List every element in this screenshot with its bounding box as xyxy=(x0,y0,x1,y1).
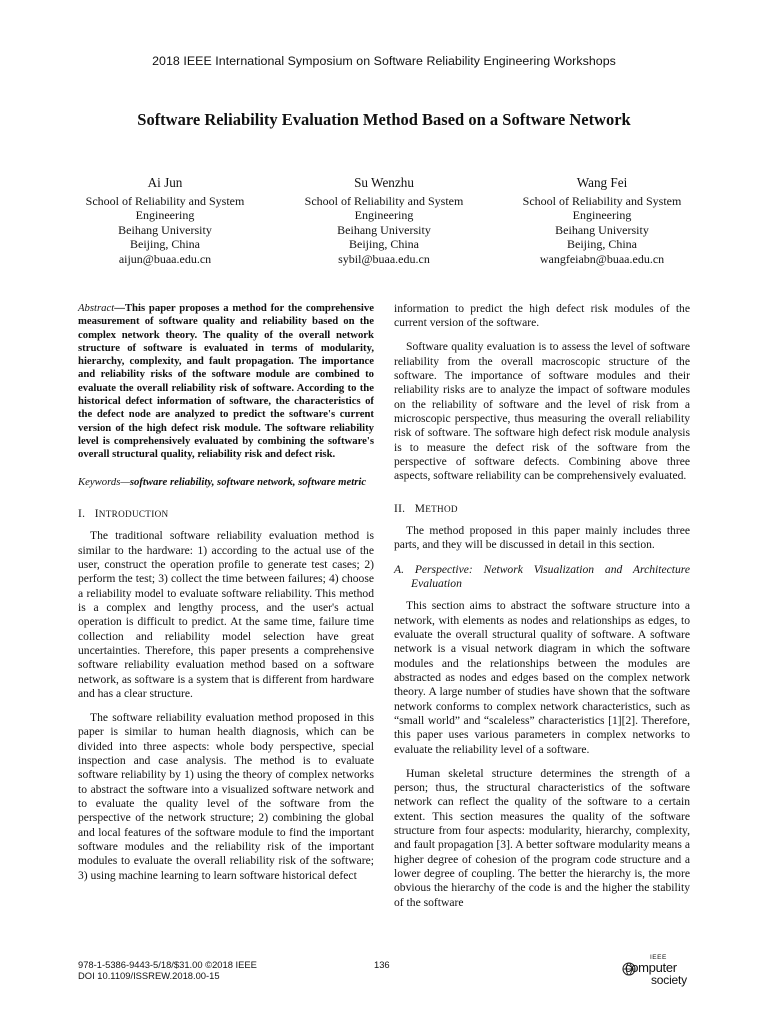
author-block xyxy=(72,176,258,267)
author-dept: School of Reliability and System xyxy=(85,193,245,208)
paragraph: This section aims to abstract the software structure into a network, with elements as nodes and relationships as edges, to evaluate the overall structural quality of software. A software network is a visual network diagram in which the software modules and the relationships between the modules are abstracted as nodes and edges based on the complex network theory. A large number of studies have shown that the software network conforms to complex network characteristics, such as “small world” and “scaleless” characteristics [1][2]. Therefore, this paper uses various parameters in complex networks to evaluate the reliability level of a software. xyxy=(394,599,690,756)
section-number: I. xyxy=(78,507,86,520)
section-number: II. xyxy=(394,502,406,515)
section-title-rest: ETHOD xyxy=(425,503,458,514)
section-heading-introduction xyxy=(78,507,374,521)
author-university: Beihang University xyxy=(555,222,649,237)
paper-title: Software Reliability Evaluation Method Based on a Software Network xyxy=(137,110,631,129)
ieee-computer-society-logo xyxy=(600,954,710,990)
paragraph: Human skeletal structure determines the strength of a person; thus, the structural characteristics of the software network can reflect the quality of the software to a certain extent. This section measures the quality of the software structure from four aspects: modularity, hierarchy, complexity, and fault propagation [3]. A better software modularity means a higher degree of cohesion of the program code structure and a lower degree of coupling. The better the hierarchy is, the more obvious the hierarchy of the code is and the higher the stability of the software xyxy=(394,766,690,909)
author-dept: School of Reliability and System xyxy=(304,193,464,208)
section-initial: M xyxy=(414,502,426,515)
author-email[interactable]: wangfeiabn@buaa.edu.cn xyxy=(539,251,665,266)
right-column xyxy=(394,302,690,920)
author-email[interactable]: aijun@buaa.edu.cn xyxy=(118,251,212,266)
left-column xyxy=(78,302,374,892)
section-initial: I xyxy=(94,507,99,520)
paragraph: information to predict the high defect risk modules of the current version of the software. xyxy=(394,302,690,330)
author-name: Wang Fei xyxy=(576,175,628,190)
abstract-text: —This paper proposes a method for the comprehensive measurement of software quality and reliability based on the complex network theory. The quality of the overall network structure of software is evaluated in terms of modularity, hierarchy, complexity, and fault propagation. The importance and reliability risks of the software module are combined to evaluate the overall reliability risk of software. According to the historical defect information of software, the characteristics of the defect node are analyzed to predict the software's current version of the high defect risk module. The software reliability level is comprehensively evaluated by combining the software's overall structural quality, reliability risk and defect risk. xyxy=(78,302,374,461)
author-dept-cont: Engineering xyxy=(572,208,632,223)
author-city: Beijing, China xyxy=(567,237,637,252)
abstract xyxy=(78,302,374,462)
keywords-text: software reliability, software network, software metric xyxy=(129,475,367,488)
keywords xyxy=(78,476,374,489)
author-university: Beihang University xyxy=(118,222,212,237)
footer-doi: DOI 10.1109/ISSREW.2018.00-15 xyxy=(78,970,220,982)
conference-header: 2018 IEEE International Symposium on Software Reliability Engineering Workshops xyxy=(152,54,616,68)
author-email[interactable]: sybil@buaa.edu.cn xyxy=(338,251,430,266)
paragraph: The software reliability evaluation method proposed in this paper is similar to human health diagnosis, which can be divided into three aspects: whole body perspective, special inspection and case analysis. The method is to evaluate software reliability by 1) using the theory of complex networks to abstract the software into a visualized software network and to evaluate the quality level of the software from the perspective of the network structure; 2) combining the global and local features of the software module to find the important software modules and the reliability risk of the important modules to evaluate the overall reliability risk of the software; 3) using machine learning to learn software historical defect xyxy=(78,710,374,882)
footer-isbn: 978-1-5386-9443-5/18/$31.00 ©2018 IEEE xyxy=(78,959,257,970)
logo-ieee-text: IEEE xyxy=(650,954,667,961)
author-university: Beihang University xyxy=(337,222,431,237)
author-block xyxy=(509,176,695,267)
subsection-heading: A. Perspective: Network Visualization and Architecture Evaluation xyxy=(394,562,690,590)
author-city: Beijing, China xyxy=(349,237,419,252)
paragraph: The method proposed in this paper mainly includes three parts, and they will be discussed in detail in this section. xyxy=(394,523,690,552)
logo-society-text: society xyxy=(651,973,687,987)
author-dept-cont: Engineering xyxy=(135,208,195,223)
paragraph: The traditional software reliability evaluation method is similar to the hardware: 1) according to the actual use of the user, construct the operation profile to generate test cases; 2) perform the test; 3) collect the time between failures; 4) choose a reliability model to evaluate software reliability. This method is a complex and lengthy process, and the user's actual operation is difficult to predict. At the same time, failure time collection and reliability model selection have great uncertainties. Therefore, this paper presents a comprehensive software reliability evaluation method based on a software network, as software is a system that is different from hardware and has a clear structure. xyxy=(78,529,374,700)
abstract-lead: Abstract xyxy=(78,302,115,314)
author-city: Beijing, China xyxy=(130,237,200,252)
author-name: Ai Jun xyxy=(147,175,183,190)
author-name: Su Wenzhu xyxy=(354,175,414,190)
section-heading-method xyxy=(394,502,690,516)
page-number: 136 xyxy=(374,959,390,970)
author-block xyxy=(291,176,477,267)
keywords-lead: Keywords— xyxy=(78,475,130,488)
logo-computer-text: computer xyxy=(625,960,677,975)
paragraph: Software quality evaluation is to assess the level of software reliability from the overall macroscopic structure of the software. The importance of software modules and their reliability risks are to analyze the impact of software modules on the reliability of software and the level of risk from a microscopic perspective, thus measuring the overall reliability risk of software. The software high defect risk module analysis is to measure the defect risk of the software from the perspective of software defects. Combining above three aspects, software reliability can be comprehensively evaluated. xyxy=(394,340,690,483)
author-dept-cont: Engineering xyxy=(354,208,414,223)
footer-copyright xyxy=(78,959,257,981)
author-dept: School of Reliability and System xyxy=(522,193,682,208)
section-title-rest: NTRODUCTION xyxy=(98,508,169,519)
